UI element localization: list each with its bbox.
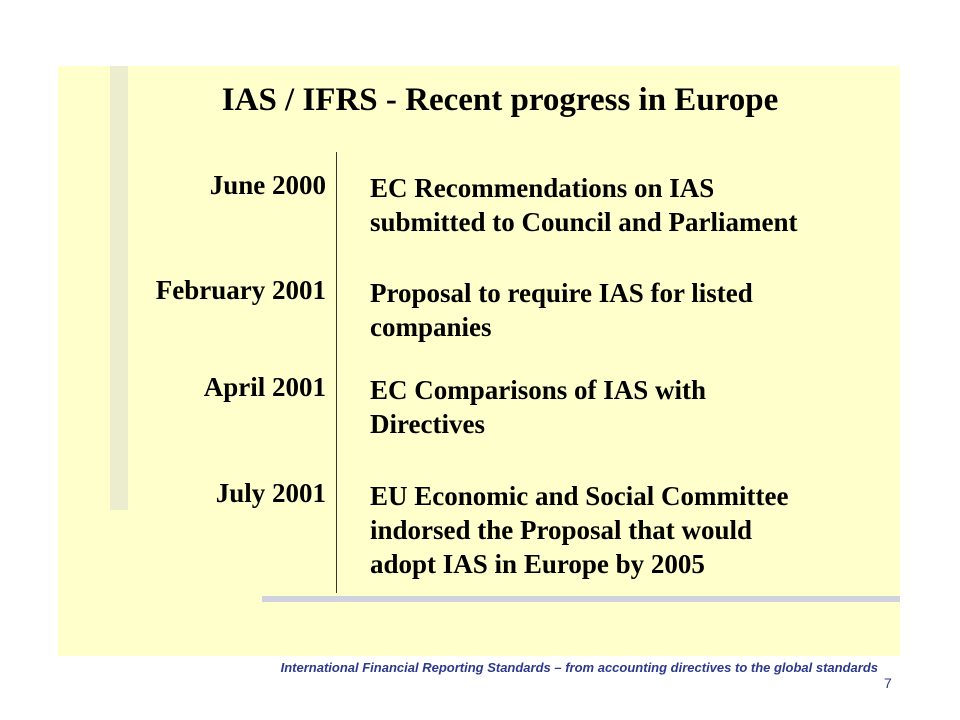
timeline-date: February 2001	[155, 275, 326, 305]
event-line: indorsed the Proposal that would	[370, 515, 753, 545]
event-line: adopt IAS in Europe by 2005	[370, 549, 705, 579]
event-line: companies	[370, 312, 492, 342]
timeline-divider	[336, 152, 337, 593]
event-line: Directives	[370, 409, 485, 439]
slide-title: IAS / IFRS - Recent progress in Europe	[221, 82, 779, 118]
timeline-date: June 2000	[209, 170, 326, 200]
page-number: 7	[884, 675, 892, 691]
timeline-event	[370, 171, 890, 239]
event-line: EC Recommendations on IAS	[370, 173, 715, 203]
event-line: submitted to Council and Parliament	[370, 207, 798, 237]
timeline-date: April 2001	[203, 372, 326, 402]
event-line: Proposal to require IAS for listed	[370, 278, 753, 308]
event-line: EU Economic and Social Committee	[370, 481, 789, 511]
timeline-event	[370, 373, 890, 441]
slide-footer: International Financial Reporting Standards – from accounting directives to the global standards	[280, 660, 878, 675]
timeline-event	[370, 276, 890, 344]
timeline-date: July 2001	[215, 478, 326, 508]
timeline-event	[370, 479, 890, 581]
decorative-bottom-rule	[262, 596, 900, 602]
decorative-left-bar	[110, 66, 128, 510]
event-line: EC Comparisons of IAS with	[370, 375, 707, 405]
